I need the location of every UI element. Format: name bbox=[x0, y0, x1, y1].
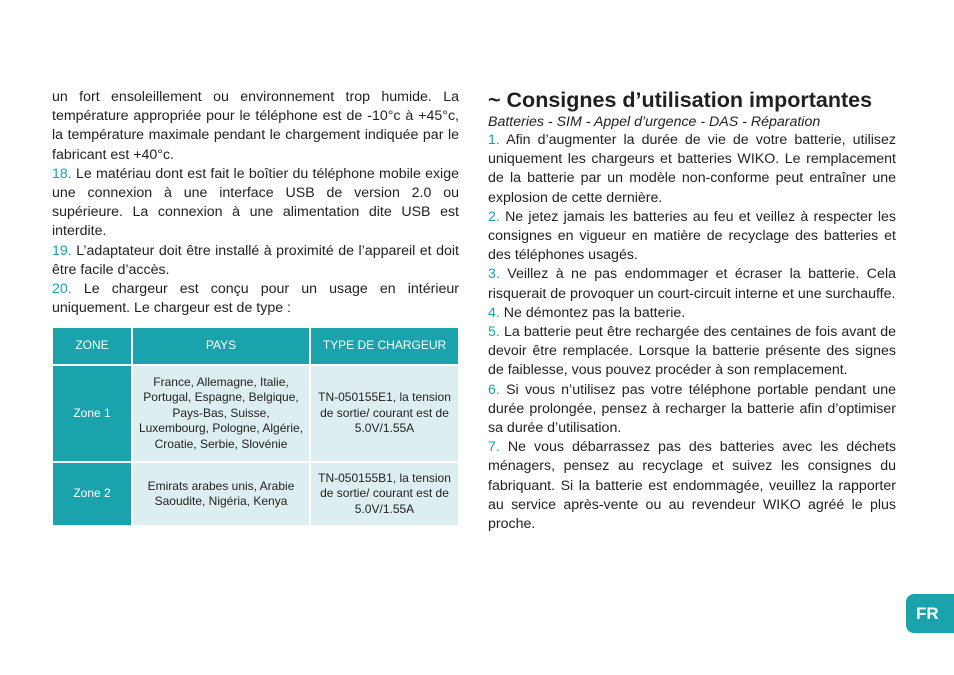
item-text: Ne démontez pas la batterie. bbox=[503, 304, 686, 321]
item-text: Veillez à ne pas endommager et écraser la batterie. Cela risquerait de provoquer un court-circuit interne et une surchauffe. bbox=[488, 266, 896, 302]
item-number: 7. bbox=[488, 439, 500, 456]
type-cell: TN-050155B1, la tension de sortie/ courant est de 5.0V/1.55A bbox=[310, 462, 459, 526]
item-text: Le matériau dont est fait le boîtier du téléphone mobile exige une connexion à une interface USB de version 2.0 ou supérieure. La connexion à une alimentation dite USB est interdite. bbox=[52, 165, 459, 240]
list-item bbox=[52, 165, 459, 242]
zone-cell: Zone 1 bbox=[52, 365, 132, 462]
item-number: 4. bbox=[488, 304, 500, 321]
item-text: Si vous n’utilisez pas votre téléphone portable pendant une durée prolongée, pensez à recharger la batterie afin d’optimiser sa durée d’utilisation. bbox=[488, 381, 896, 437]
item-number: 3. bbox=[488, 266, 500, 283]
type-cell: TN-050155E1, la tension de sortie/ courant est de 5.0V/1.55A bbox=[310, 365, 459, 462]
header-zone: ZONE bbox=[52, 327, 132, 365]
list-item bbox=[488, 208, 896, 266]
list-item bbox=[52, 242, 459, 280]
item-text: Ne jetez jamais les batteries au feu et veillez à respecter les consignes en vigueur en matière de recyclage des batteries et des téléphones usagés. bbox=[488, 208, 896, 264]
list-item bbox=[488, 323, 896, 381]
item-number: 20. bbox=[52, 281, 72, 298]
language-badge: FR bbox=[906, 594, 954, 633]
list-item bbox=[488, 265, 896, 303]
list-item bbox=[488, 438, 896, 534]
section-subtitle: Batteries - SIM - Appel d’urgence - DAS - Réparation bbox=[488, 114, 821, 130]
list-item bbox=[52, 280, 459, 318]
charger-table bbox=[51, 326, 460, 527]
item-text: L’adaptateur doit être installé à proximité de l’appareil et doit être facile d’accès. bbox=[52, 242, 459, 278]
pays-cell: France, Allemagne, Italie, Portugal, Espagne, Belgique, Pays-Bas, Suisse, Luxembourg, Pologne, Algérie, Croatie, Serbie, Slovénie bbox=[132, 365, 310, 462]
header-pays: PAYS bbox=[132, 327, 310, 365]
list-item bbox=[488, 381, 896, 439]
item-number: 18. bbox=[52, 165, 72, 182]
item-number: 1. bbox=[488, 132, 500, 148]
right-column bbox=[488, 87, 896, 534]
pays-cell: Emirats arabes unis, Arabie Saoudite, Nigéria, Kenya bbox=[132, 462, 310, 526]
item-number: 5. bbox=[488, 324, 500, 341]
zone-cell: Zone 2 bbox=[52, 462, 132, 526]
section-title: ~ Consignes d’utilisation importantes bbox=[488, 88, 873, 112]
table-header-row bbox=[52, 327, 459, 365]
list-item bbox=[488, 131, 896, 208]
item-text: La batterie peut être rechargée des centaines de fois avant de devoir être remplacée. Lorsque la batterie présente des signes de faiblesse, vous pouvez procéder à son remplacement. bbox=[488, 324, 896, 379]
header-type: TYPE DE CHARGEUR bbox=[310, 327, 459, 365]
item-text: Le chargeur est conçu pour un usage en intérieur uniquement. Le chargeur est de type : bbox=[52, 281, 459, 317]
intro-paragraph: un fort ensoleillement ou environnement trop humide. La température appropriée pour le téléphone est de -10°c à +45°c, la température maximale pendant le chargement indiquée par le fabricant est +40°c. bbox=[52, 89, 459, 163]
item-text: Afin d’augmenter la durée de vie de votre batterie, utilisez uniquement les chargeurs et batteries WIKO. Le remplacement de la batterie par un modèle non-conforme peut entraîner une explosion de cette dernière. bbox=[488, 132, 896, 206]
list-item bbox=[488, 304, 896, 323]
table-row bbox=[52, 462, 459, 526]
item-number: 19. bbox=[52, 242, 72, 259]
left-column bbox=[52, 88, 459, 318]
table-row bbox=[52, 365, 459, 462]
item-text: Ne vous débarrassez pas des batteries avec les déchets ménagers, pensez au recyclage et suivez les consignes du fabriquant. Si la batterie est endommagée, veuillez la rapporter au service après-vente ou au revendeur WIKO agréé le plus proche. bbox=[488, 439, 897, 533]
item-number: 2. bbox=[488, 208, 500, 225]
item-number: 6. bbox=[488, 381, 500, 398]
